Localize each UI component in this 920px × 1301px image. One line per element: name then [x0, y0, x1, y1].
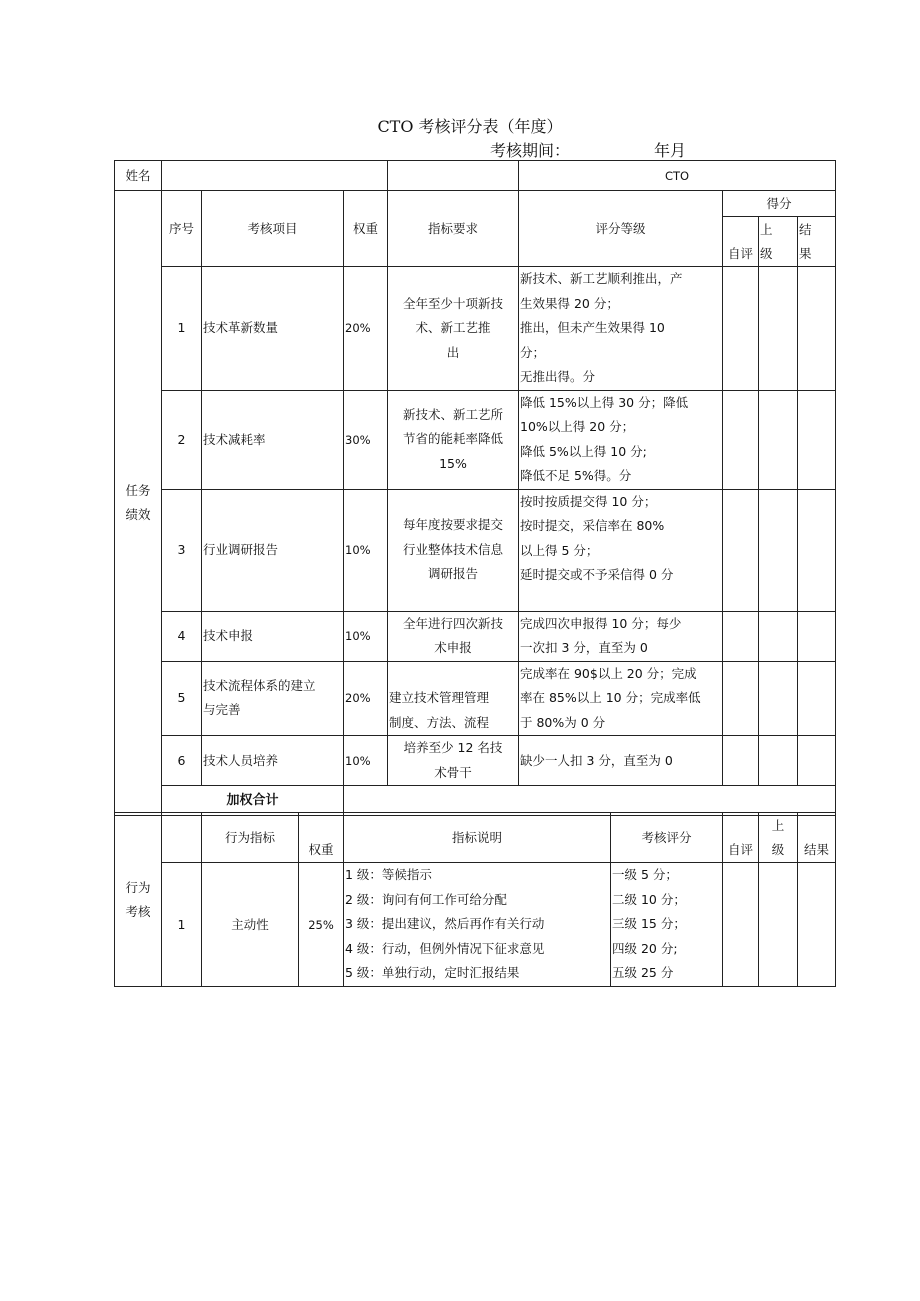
behavior-seq: 1 — [162, 863, 202, 987]
result-score-cell[interactable] — [798, 611, 836, 661]
col-self-header: 自评 — [723, 217, 759, 267]
col-requirement-header: 指标要求 — [388, 191, 519, 267]
col-indicator-header: 行为指标 — [202, 813, 299, 863]
self-score-cell[interactable] — [723, 489, 759, 611]
result-score-cell[interactable] — [798, 489, 836, 611]
behavior-desc: 1 级：等候指示 2 级：询问有何工作可给分配 3 级：提出建议，然后再作有关行动 4 级：行动，但例外情况下征求意见 5 级：单独行动，定时汇报结果 — [344, 863, 611, 987]
task-item: 技术减耗率 — [202, 390, 344, 489]
result-score-cell[interactable] — [798, 267, 836, 391]
task-weight: 20% — [344, 661, 388, 736]
page-title: CTO 考核评分表（年度） — [377, 117, 563, 136]
task-requirement: 新技术、新工艺所 节省的能耗率降低 15% — [388, 390, 519, 489]
col-result-header: 结 果 — [798, 217, 836, 267]
task-requirement: 建立技术管理管理 制度、方法、流程 — [388, 661, 519, 736]
task-grading: 新技术、新工艺顺利推出，产 生效果得 20 分； 推出，但未产生效果得 10 分； 无推出得。分 — [519, 267, 723, 391]
behavior-row-1 — [115, 863, 836, 987]
task-item: 技术流程体系的建立 与完善 — [202, 661, 344, 736]
col-weight-header: 权重 — [299, 813, 344, 863]
self-score-cell[interactable] — [723, 611, 759, 661]
task-category-label: 任务 绩效 — [125, 483, 151, 522]
col-seq-header: 序号 — [162, 191, 202, 267]
period-label: 考核期间： — [490, 141, 571, 160]
task-weight: 30% — [344, 390, 388, 489]
behavior-assessment-table — [114, 812, 836, 987]
task-row-1 — [115, 267, 836, 391]
superior-score-cell[interactable] — [759, 267, 798, 391]
task-item: 技术人员培养 — [202, 736, 344, 786]
behavior-weight: 25% — [299, 863, 344, 987]
task-row-4 — [115, 611, 836, 661]
behavior-seq-header — [162, 813, 202, 863]
task-row-5 — [115, 661, 836, 736]
behavior-category — [115, 813, 162, 987]
weighted-total-label: 加权合计 — [162, 786, 344, 816]
task-requirement: 每年度按要求提交 行业整体技术信息 调研报告 — [388, 489, 519, 611]
task-seq: 2 — [162, 390, 202, 489]
task-seq: 3 — [162, 489, 202, 611]
task-seq: 5 — [162, 661, 202, 736]
task-weight: 10% — [344, 736, 388, 786]
superior-score-cell[interactable] — [759, 736, 798, 786]
task-seq: 6 — [162, 736, 202, 786]
col-weight-header: 权重 — [344, 191, 388, 267]
task-seq: 4 — [162, 611, 202, 661]
result-score-cell[interactable] — [798, 390, 836, 489]
col-result-header: 结果 — [798, 813, 836, 863]
assessment-period — [490, 138, 686, 161]
self-score-cell[interactable] — [723, 267, 759, 391]
superior-score-cell[interactable] — [759, 489, 798, 611]
self-score-cell[interactable] — [723, 661, 759, 736]
task-weight: 10% — [344, 489, 388, 611]
result-score-cell[interactable] — [798, 736, 836, 786]
task-requirement: 全年至少十项新技 术、新工艺推 出 — [388, 267, 519, 391]
task-seq: 1 — [162, 267, 202, 391]
col-item-header: 考核项目 — [202, 191, 344, 267]
superior-score-cell[interactable] — [759, 661, 798, 736]
behavior-grading: 一级 5 分； 二级 10 分； 三级 15 分； 四级 20 分; 五级 25 分 — [611, 863, 723, 987]
task-grading: 降低 15%以上得 30 分；降低 10%以上得 20 分； 降低 5%以上得 10 分; 降低不足 5%得。分 — [519, 390, 723, 489]
position-label-cell — [388, 161, 519, 191]
task-item: 技术申报 — [202, 611, 344, 661]
task-grading: 缺少一人扣 3 分，直至为 0 — [519, 736, 723, 786]
task-weight: 10% — [344, 611, 388, 661]
result-score-cell[interactable] — [798, 863, 836, 987]
result-score-cell[interactable] — [798, 661, 836, 736]
self-score-cell[interactable] — [723, 863, 759, 987]
task-grading: 完成四次申报得 10 分；每少 一次扣 3 分，直至为 0 — [519, 611, 723, 661]
task-item: 行业调研报告 — [202, 489, 344, 611]
self-score-cell[interactable] — [723, 736, 759, 786]
task-row-2 — [115, 390, 836, 489]
self-score-cell[interactable] — [723, 390, 759, 489]
superior-score-cell[interactable] — [759, 863, 798, 987]
task-performance-table — [114, 160, 836, 816]
task-category — [115, 191, 162, 816]
col-superior-header: 上 级 — [759, 813, 798, 863]
task-item: 技术革新数量 — [202, 267, 344, 391]
col-grading-header: 考核评分 — [611, 813, 723, 863]
task-requirement: 培养至少 12 名技 术骨干 — [388, 736, 519, 786]
task-grading: 完成率在 90$以上 20 分；完成 率在 85%以上 10 分；完成率低 于 80%为 0 分 — [519, 661, 723, 736]
period-year-month: 年月 — [654, 141, 687, 160]
task-grading: 按时按质提交得 10 分； 按时提交，采信率在 80% 以上得 5 分； 延时提交或不予采信得 0 分 — [519, 489, 723, 611]
task-weight: 20% — [344, 267, 388, 391]
col-grading-header: 评分等级 — [519, 191, 723, 267]
behavior-indicator: 主动性 — [202, 863, 299, 987]
task-requirement: 全年进行四次新技 术申报 — [388, 611, 519, 661]
name-label: 姓名 — [115, 161, 162, 191]
superior-score-cell[interactable] — [759, 611, 798, 661]
task-row-3 — [115, 489, 836, 611]
superior-score-cell[interactable] — [759, 390, 798, 489]
weighted-total-value-cell[interactable] — [344, 786, 836, 816]
name-value-cell[interactable] — [162, 161, 388, 191]
col-desc-header: 指标说明 — [344, 813, 611, 863]
col-superior-header: 上 级 — [759, 217, 798, 267]
task-row-6 — [115, 736, 836, 786]
col-score-header: 得分 — [723, 191, 836, 217]
col-self-header: 自评 — [723, 813, 759, 863]
position-value: CTO — [519, 161, 836, 191]
behavior-category-label: 行为 考核 — [125, 879, 151, 919]
